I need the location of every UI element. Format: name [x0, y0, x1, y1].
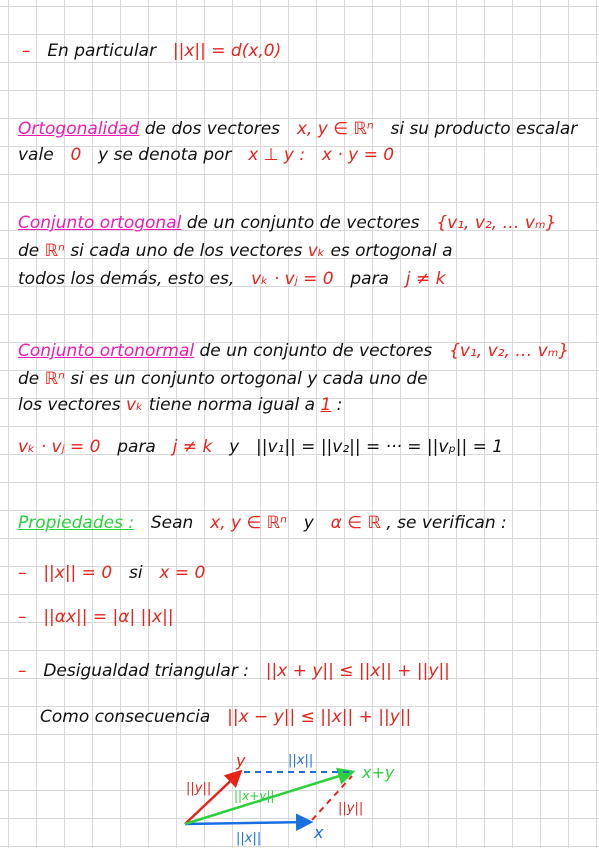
- formula-alpha: α ∈ ℝ: [330, 513, 381, 533]
- label-x: x: [314, 823, 324, 842]
- label-norm-y: ||y||: [186, 781, 212, 796]
- text: si es un conjunto ortogonal y cada uno de: [70, 369, 428, 389]
- formula-eq: vₖ · vⱼ = 0: [251, 269, 334, 289]
- label-norm-x-plus-y: ||x+y||: [234, 789, 275, 803]
- term-propiedades: Propiedades :: [18, 513, 135, 533]
- text: y: [229, 437, 240, 457]
- vector-x-arrow: [185, 822, 310, 824]
- formula-rn: ℝⁿ: [44, 369, 65, 389]
- formula-zero: 0: [70, 145, 82, 165]
- label-norm-y-dashed: ||y||: [338, 801, 364, 816]
- formula-triangle: ||x + y|| ≤ ||x|| + ||y||: [265, 661, 450, 681]
- text: todos los demás, esto es,: [18, 269, 235, 289]
- term-ortogonalidad: Ortogonalidad: [18, 119, 140, 139]
- formula-one: 1: [320, 395, 332, 415]
- formula-norms: ||v₁|| = ||v₂|| = ··· = ||vₚ|| = 1: [255, 437, 504, 457]
- text: de un conjunto de vectores: [186, 213, 420, 233]
- formula-cond: j ≠ k: [405, 269, 446, 289]
- formula-prop1-a: ||x|| = 0: [43, 563, 113, 583]
- text: tiene norma igual a: [148, 395, 316, 415]
- formula-vk: vₖ: [307, 241, 326, 261]
- label-norm-x-top: ||x||: [288, 753, 314, 768]
- text: , se verifican :: [386, 513, 507, 533]
- text: y: [303, 513, 314, 533]
- formula-eq: vₖ · vⱼ = 0: [18, 437, 101, 457]
- term-conjunto-ortogonal: Conjunto ortogonal: [18, 213, 182, 233]
- formula-cond: j ≠ k: [172, 437, 213, 457]
- formula-set: {v₁, v₂, … vₘ}: [449, 341, 570, 361]
- bullet-dash: –: [18, 661, 27, 681]
- bullet-dash: –: [22, 41, 31, 61]
- text: Sean: [150, 513, 194, 533]
- text: de dos vectores: [144, 119, 281, 139]
- text: si su producto escalar: [390, 119, 578, 139]
- formula-consecuencia: ||x − y|| ≤ ||x|| + ||y||: [227, 707, 412, 727]
- text: para: [117, 437, 156, 457]
- formula-norm-distance: ||x|| = d(x,0): [172, 41, 282, 61]
- term-conjunto-ortonormal: Conjunto ortonormal: [18, 341, 195, 361]
- text-en-particular: En particular: [47, 41, 157, 61]
- formula-set: {v₁, v₂, … vₘ}: [436, 213, 557, 233]
- formula-vars: x, y ∈ ℝⁿ: [296, 119, 374, 139]
- label-norm-x-bottom: ||x||: [236, 831, 262, 846]
- text: para: [350, 269, 389, 289]
- formula-perp: x ⊥ y :: [248, 145, 306, 165]
- text: Desigualdad triangular :: [43, 661, 249, 681]
- text: Como consecuencia: [40, 707, 211, 727]
- text: y se denota por: [98, 145, 232, 165]
- formula-dot: x · y = 0: [321, 145, 395, 165]
- text: de: [18, 241, 40, 261]
- bullet-dash: –: [18, 607, 27, 627]
- formula-prop2: ||αx|| = |α| ||x||: [43, 607, 174, 627]
- label-y: y: [236, 751, 246, 770]
- text: si: [128, 563, 143, 583]
- formula-prop1-b: x = 0: [159, 563, 206, 583]
- bullet-dash: –: [18, 563, 27, 583]
- text: de un conjunto de vectores: [199, 341, 433, 361]
- formula-vars: x, y ∈ ℝⁿ: [210, 513, 287, 533]
- text: de: [18, 369, 40, 389]
- text: es ortogonal a: [330, 241, 453, 261]
- text: los vectores: [18, 395, 121, 415]
- text: vale: [18, 145, 54, 165]
- text: :: [336, 395, 343, 415]
- label-x-plus-y: x+y: [362, 763, 395, 782]
- text: si cada uno de los vectores: [70, 241, 303, 261]
- formula-vk: vₖ: [126, 395, 144, 415]
- formula-rn: ℝⁿ: [44, 241, 65, 261]
